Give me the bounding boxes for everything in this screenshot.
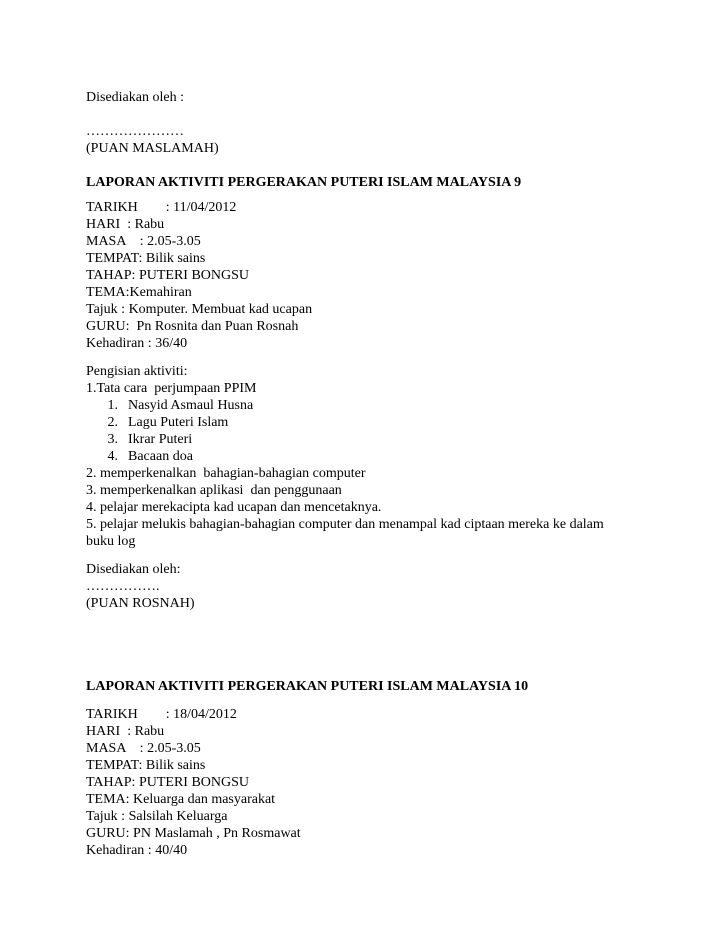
activity-2: 2. memperkenalkan bahagian-bahagian computer bbox=[86, 466, 366, 481]
report-9-tarikh: TARIKH : 11/04/2012 bbox=[86, 200, 237, 215]
report-10-guru: GURU: PN Maslamah , Pn Rosmawat bbox=[86, 826, 301, 841]
report-9-kehadiran: Kehadiran : 36/40 bbox=[86, 336, 188, 351]
prepared-by-label: Disediakan oleh : bbox=[86, 90, 184, 105]
report-10-title: LAPORAN AKTIVITI PERGERAKAN PUTERI ISLAM MALAYSIA 10 bbox=[86, 679, 529, 694]
report-9-tajuk: Tajuk : Komputer. Membuat kad ucapan bbox=[86, 302, 313, 317]
sub-item-text: Ikrar Puteri bbox=[128, 432, 193, 447]
sub-item-number: 2. bbox=[107, 415, 118, 430]
report-9-tempat: TEMPAT: Bilik sains bbox=[86, 251, 206, 266]
report-9-guru: GURU: Pn Rosnita dan Puan Rosnah bbox=[86, 319, 299, 334]
report-9-tahap: TAHAP: PUTERI BONGSU bbox=[86, 268, 250, 283]
report-10-masa: MASA : 2.05-3.05 bbox=[86, 741, 201, 756]
preparer-name: (PUAN ROSNAH) bbox=[86, 596, 195, 611]
prepared-by-label: Disediakan oleh: bbox=[86, 562, 181, 577]
report-10-kehadiran: Kehadiran : 40/40 bbox=[86, 843, 188, 858]
activity-5-line-1: 5. pelajar melukis bahagian-bahagian computer dan menampal kad ciptaan mereka ke dalam bbox=[86, 517, 604, 532]
report-9-title: LAPORAN AKTIVITI PERGERAKAN PUTERI ISLAM MALAYSIA 9 bbox=[86, 175, 522, 190]
report-9-tema: TEMA:Kemahiran bbox=[86, 285, 192, 300]
sub-item-text: Bacaan doa bbox=[128, 449, 193, 464]
report-10-hari: HARI : Rabu bbox=[86, 724, 165, 739]
preparer-name: (PUAN MASLAMAH) bbox=[86, 141, 219, 156]
activities-heading: Pengisian aktiviti: bbox=[86, 364, 188, 379]
report-10-tarikh: TARIKH : 18/04/2012 bbox=[86, 707, 237, 722]
sub-item-number: 1. bbox=[107, 398, 118, 413]
activity-5-line-2: buku log bbox=[86, 534, 136, 549]
signature-dots: ………………… bbox=[86, 124, 184, 139]
report-10-tempat: TEMPAT: Bilik sains bbox=[86, 758, 206, 773]
report-10-tema: TEMA: Keluarga dan masyarakat bbox=[86, 792, 276, 807]
activity-1: 1.Tata cara perjumpaan PPIM bbox=[86, 381, 257, 396]
signature-dots: ……………. bbox=[86, 579, 160, 594]
sub-item-text: Lagu Puteri Islam bbox=[128, 415, 229, 430]
report-10-tahap: TAHAP: PUTERI BONGSU bbox=[86, 775, 250, 790]
sub-item-number: 3. bbox=[107, 432, 118, 447]
sub-item-number: 4. bbox=[107, 449, 118, 464]
report-9-hari: HARI : Rabu bbox=[86, 217, 165, 232]
sub-item-text: Nasyid Asmaul Husna bbox=[128, 398, 254, 413]
report-10-tajuk: Tajuk : Salsilah Keluarga bbox=[86, 809, 228, 824]
activity-4: 4. pelajar merekacipta kad ucapan dan mencetaknya. bbox=[86, 500, 382, 515]
report-9-masa: MASA : 2.05-3.05 bbox=[86, 234, 201, 249]
activity-3: 3. memperkenalkan aplikasi dan penggunaan bbox=[86, 483, 342, 498]
